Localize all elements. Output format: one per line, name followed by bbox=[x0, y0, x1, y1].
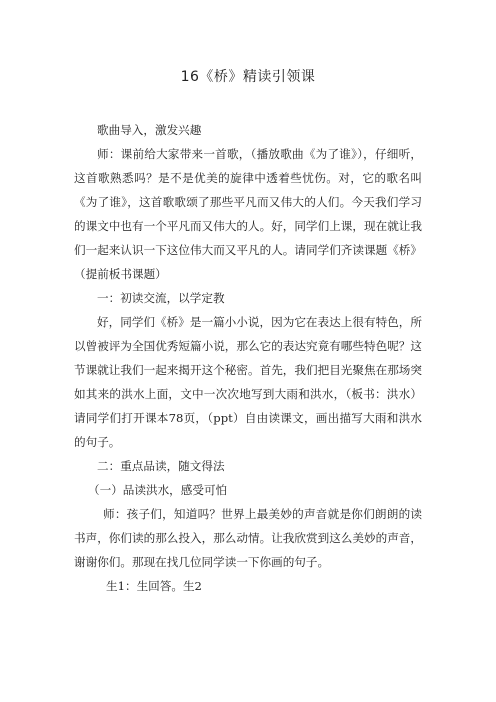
document-title: 16《桥》精读引领课 bbox=[180, 69, 316, 85]
paragraph-student-answer: 生1：生回答。生2 bbox=[106, 579, 202, 593]
section-heading-1: 一：初读交流，以学定教 bbox=[97, 291, 225, 305]
subsection-heading-1: （一）品读洪水，感受可怕 bbox=[88, 483, 228, 497]
paragraph-teacher-praise: 师：孩子们，知道吗？世界上最美妙的声音就是你们朗朗的读书声，你们读的那么投入，那么动情。让我欣赏到这么美妙的声音，谢谢你们。那现在找几位同学读一下你画的句子。 bbox=[74, 507, 422, 569]
section-heading-intro: 歌曲导入，激发兴趣 bbox=[97, 123, 202, 137]
document-body bbox=[74, 118, 422, 598]
paragraph-reading-task: 好，同学们《桥》是一篇小小说，因为它在表达上很有特色，所以曾被评为全国优秀短篇小说，那么它的表达究竟有哪些特色呢？这节课就让我们一起来揭开这个秘密。首先，我们把目光聚焦在那场突如其来的洪水上面，文中一次次地写到大雨和洪水，（板书：洪水）请同学们打开课本78页，（ppt）自由读课文，画出描写大雨和洪水的句子。 bbox=[74, 315, 422, 449]
section-heading-2: 二：重点品读，随文得法 bbox=[97, 459, 225, 473]
paragraph-teacher-intro: 师：课前给大家带来一首歌，（播放歌曲《为了谁》），仔细听，这首歌熟悉吗？是不是优美的旋律中透着些忧伤。对，它的歌名叫《为了谁》，这首歌歌颂了那些平凡而又伟大的人们。今天我们学习的课文中也有一个平凡而又伟大的人。好，同学们上课，现在就让我们一起来认识一下这位伟大而又平凡的人。请同学们齐读课题《桥》（提前板书课题） bbox=[74, 147, 422, 281]
